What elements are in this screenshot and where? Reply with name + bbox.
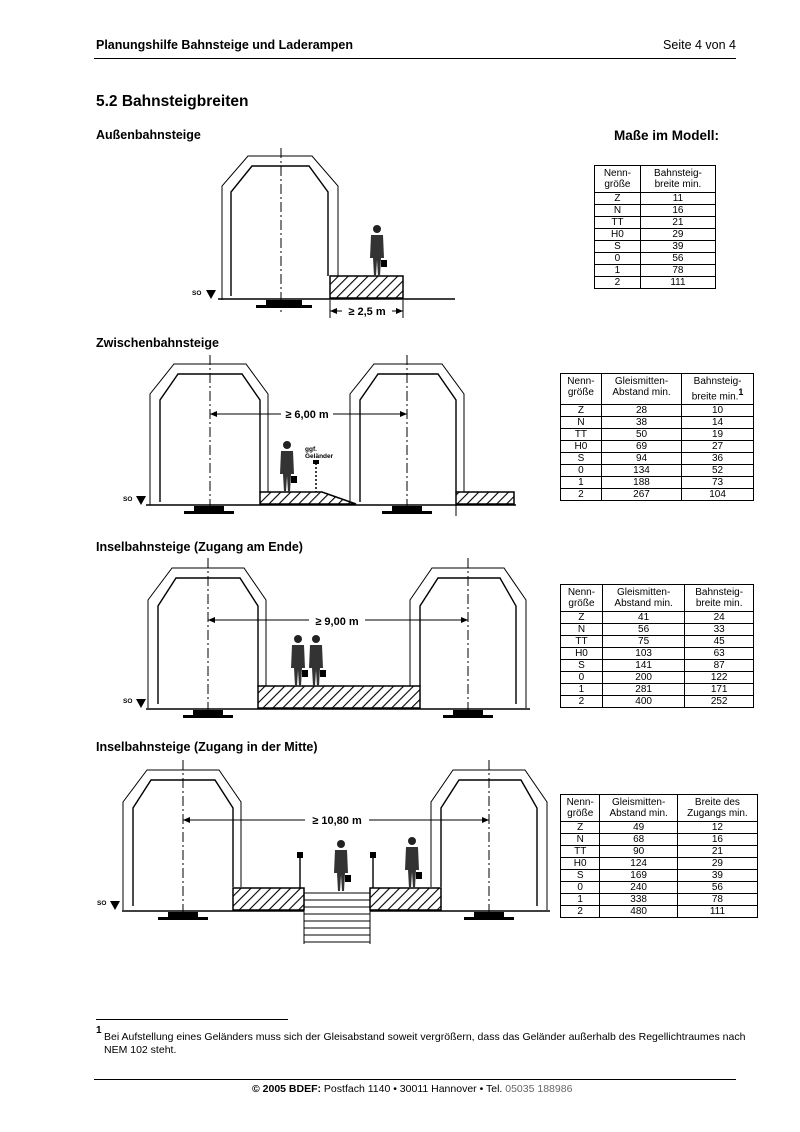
person-figure <box>405 837 422 888</box>
table-row: 0 240 56 <box>561 882 758 894</box>
table-row: 1 188 73 <box>561 477 754 489</box>
so-label-4: SO <box>97 900 107 907</box>
table-row: S 141 87 <box>561 660 754 672</box>
table-header: Bahnsteig- breite min. <box>640 166 715 193</box>
table-row: Z 49 12 <box>561 822 758 834</box>
table-row: 1 281 171 <box>561 684 754 696</box>
dimension-label-4: ≥ 10,80 m <box>312 815 362 827</box>
table-row: S 169 39 <box>561 870 758 882</box>
table-header: Nenn- größe <box>561 795 600 822</box>
table-row: 0 200 122 <box>561 672 754 684</box>
footer-telephone: 05035 188986 <box>505 1083 573 1095</box>
diagram-zwischenbahnsteige <box>123 355 516 516</box>
railing-note-line2: Geländer <box>305 453 334 460</box>
table-header: Nenn- größe <box>561 585 603 612</box>
table-row: 0 56 <box>595 253 716 265</box>
diagram-aussenbahnsteige <box>192 148 455 318</box>
table-row: N 16 <box>595 205 716 217</box>
page-number: Seite 4 von 4 <box>663 38 736 52</box>
section-heading: 5.2 Bahnsteigbreiten <box>96 93 249 110</box>
table-row: TT 50 19 <box>561 429 754 441</box>
footnote-marker: 1 <box>738 387 744 397</box>
table-row: H0 69 27 <box>561 441 754 453</box>
dimension-label-2: ≥ 6,00 m <box>285 409 329 421</box>
railing-note-line1: ggf. <box>305 446 317 453</box>
subheading-inselbahnsteige-ende: Inselbahnsteige (Zugang am Ende) <box>96 540 303 554</box>
table-row: H0 29 <box>595 229 716 241</box>
so-label-2: SO <box>123 496 133 503</box>
table-row: N 56 33 <box>561 624 754 636</box>
subheading-inselbahnsteige-mitte: Inselbahnsteige (Zugang in der Mitte) <box>96 740 318 754</box>
person-figure <box>309 635 326 686</box>
table-row: 2 267 104 <box>561 489 754 501</box>
table-row: 2 400 252 <box>561 696 754 708</box>
table-row: S 39 <box>595 241 716 253</box>
table-header: Nenn- größe <box>595 166 641 193</box>
table-row: TT 75 45 <box>561 636 754 648</box>
table-row: Z 11 <box>595 193 716 205</box>
diagram-inselbahnsteige-mitte <box>97 760 550 944</box>
table-header: Gleismitten- Abstand min. <box>600 795 677 822</box>
model-dimensions-heading: Maße im Modell: <box>614 128 720 143</box>
dimension-label-1: ≥ 2,5 m <box>348 306 386 318</box>
table-row: N 38 14 <box>561 417 754 429</box>
table-row: H0 124 29 <box>561 858 758 870</box>
table-row: H0 103 63 <box>561 648 754 660</box>
table-row: 0 134 52 <box>561 465 754 477</box>
person-figure <box>291 635 308 686</box>
table-zwischenbahnsteige <box>560 373 754 501</box>
dimension-label-3: ≥ 9,00 m <box>315 616 359 628</box>
footer-address: Postfach 1140 • 30011 Hannover • Tel. <box>321 1083 506 1095</box>
person-figure <box>280 441 297 492</box>
table-header: Bahnsteig- breite min. <box>685 585 754 612</box>
person-figure <box>370 225 387 276</box>
subheading-aussenbahnsteige: Außenbahnsteige <box>96 128 201 142</box>
diagram-inselbahnsteige-ende <box>123 558 530 718</box>
table-header: Gleismitten- Abstand min. <box>601 374 681 405</box>
table-row: Z 41 24 <box>561 612 754 624</box>
footer-copyright: © 2005 BDEF: <box>252 1083 322 1095</box>
so-label-1: SO <box>192 290 202 297</box>
footer-rule <box>94 1079 736 1080</box>
table-row: 1 78 <box>595 265 716 277</box>
table-aussenbahnsteige <box>594 165 716 289</box>
document-title: Planungshilfe Bahnsteige und Laderampen <box>96 38 353 52</box>
table-inselbahnsteige-mitte <box>560 794 758 918</box>
table-row: 2 480 111 <box>561 906 758 918</box>
table-row: 1 338 78 <box>561 894 758 906</box>
table-header: Gleismitten- Abstand min. <box>602 585 684 612</box>
table-row: 2 111 <box>595 277 716 289</box>
footnote-number: 1 <box>96 1025 102 1036</box>
footer <box>252 1083 572 1095</box>
table-row: Z 28 10 <box>561 405 754 417</box>
table-row: S 94 36 <box>561 453 754 465</box>
table-header: Breite des Zugangs min. <box>677 795 757 822</box>
table-header: Nenn- größe <box>561 374 602 405</box>
table-header: Bahnsteig- breite min.$^1$ <box>682 374 754 405</box>
table-row: TT 21 <box>595 217 716 229</box>
table-row: TT 90 21 <box>561 846 758 858</box>
table-row: N 68 16 <box>561 834 758 846</box>
footnote-rule <box>96 1019 288 1020</box>
footnote-text: Bei Aufstellung eines Geländers muss sich der Gleisabstand soweit vergrößern, dass das Geländer außerhalb des Regellichtraumes nach NEM 102 steht. <box>104 1031 746 1056</box>
so-label-3: SO <box>123 698 133 705</box>
subheading-zwischenbahnsteige: Zwischenbahnsteige <box>96 336 219 350</box>
person-figure <box>334 840 351 891</box>
table-inselbahnsteige-ende <box>560 584 754 708</box>
